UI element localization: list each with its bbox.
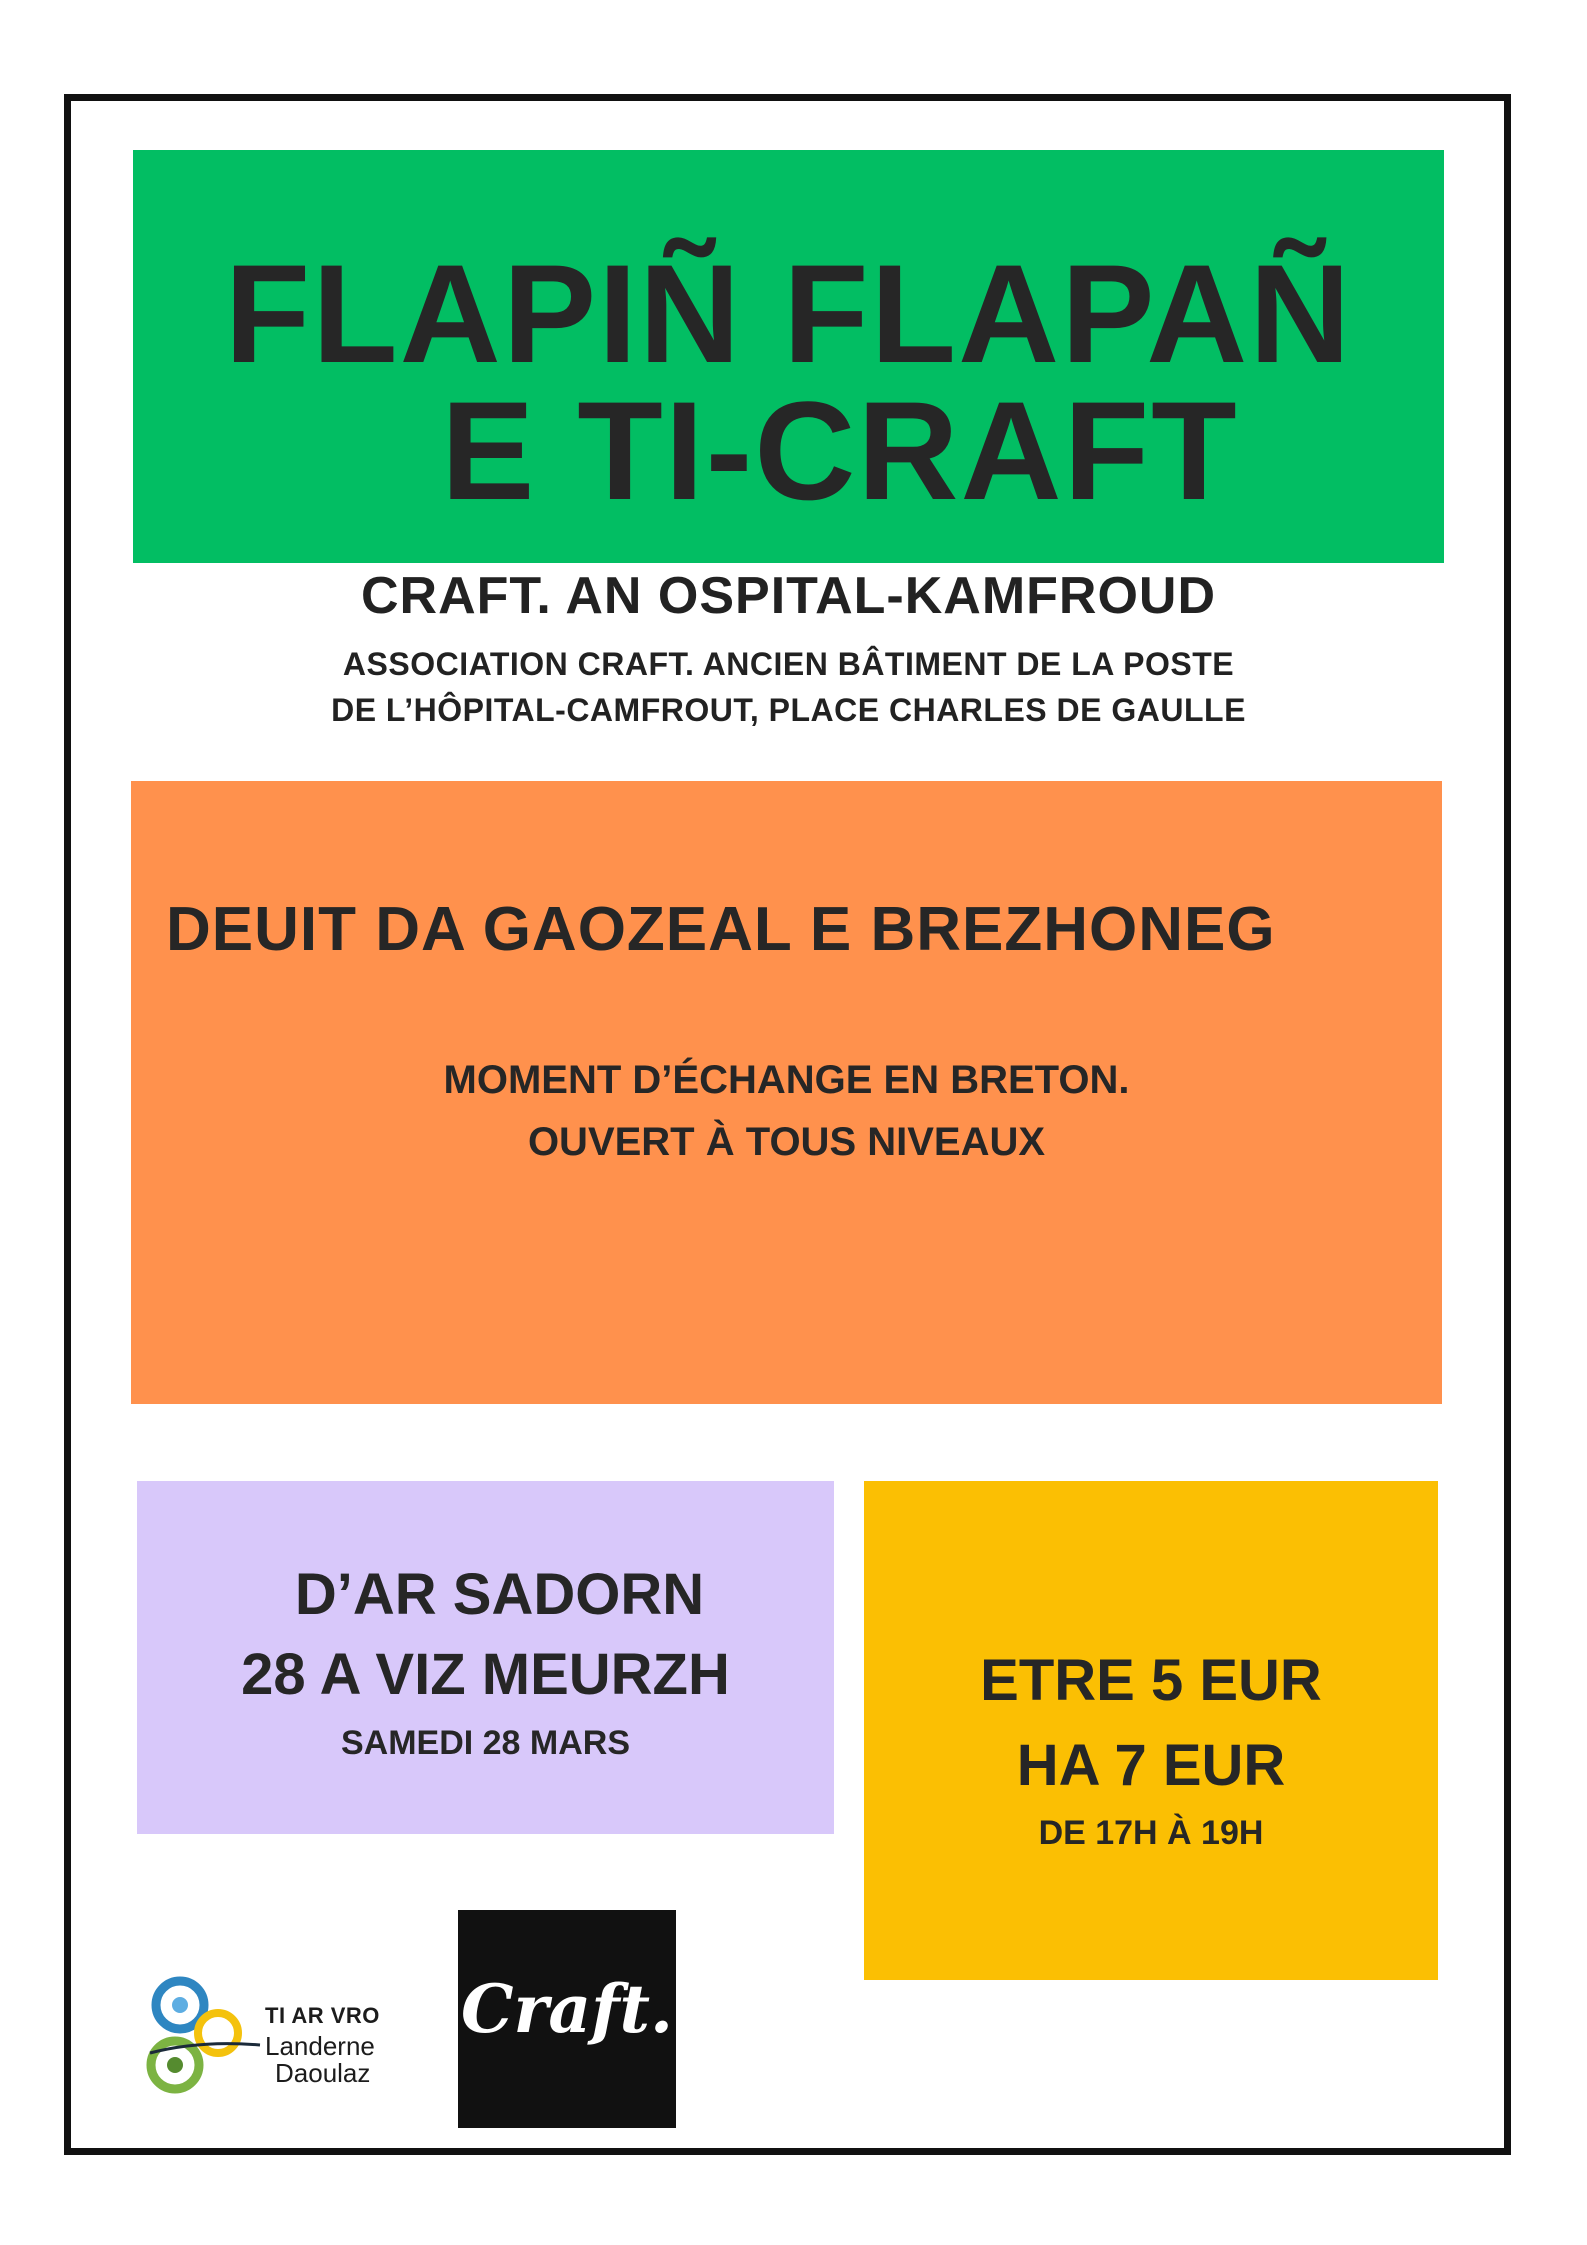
date-line-3: SAMEDI 28 MARS [340,1724,631,1762]
location-title: CRAFT. AN OSPITAL-KAMFROUD [360,567,1217,625]
location-address-line-1: ASSOCIATION CRAFT. ANCIEN BÂTIMENT DE LA POSTE [342,646,1235,682]
location-address-line-2: DE L’HÔPITAL-CAMFROUT, PLACE CHARLES DE GAULLE [331,692,1246,728]
event-title: DEUIT DA GAOZEAL E BREZHONEG [166,895,1276,964]
ti-ar-vro-daoulaz: Daoulaz [275,2058,371,2088]
event-description-line-1: MOMENT D’ÉCHANGE EN BRETON. [443,1058,1130,1102]
date-panel [137,1481,834,1834]
craft-logo [458,1910,676,2128]
price-panel [864,1481,1438,1980]
ti-ar-vro-name: TI AR VRO [265,2003,380,2028]
date-line-2: 28 A VIZ MEURZH [241,1642,730,1707]
craft-logo-text: Craft. [461,1970,673,2048]
price-line-1: ETRE 5 EUR [980,1648,1322,1713]
title-banner [133,150,1444,563]
time-range: DE 17H À 19H [1038,1814,1264,1852]
title-line-1: FLAPIÑ FLAPAÑ [224,235,1353,392]
date-line-1: D’AR SADORN [294,1562,705,1627]
triskell-icon [140,1975,270,2105]
event-description-line-2: OUVERT À TOUS NIVEAUX [527,1120,1046,1164]
event-panel [131,781,1442,1404]
ti-ar-vro-landerne: Landerne [265,2031,375,2061]
price-line-2: HA 7 EUR [1016,1733,1286,1798]
title-line-2: E TI-CRAFT [441,372,1239,529]
ti-ar-vro-logo [140,1975,380,2105]
